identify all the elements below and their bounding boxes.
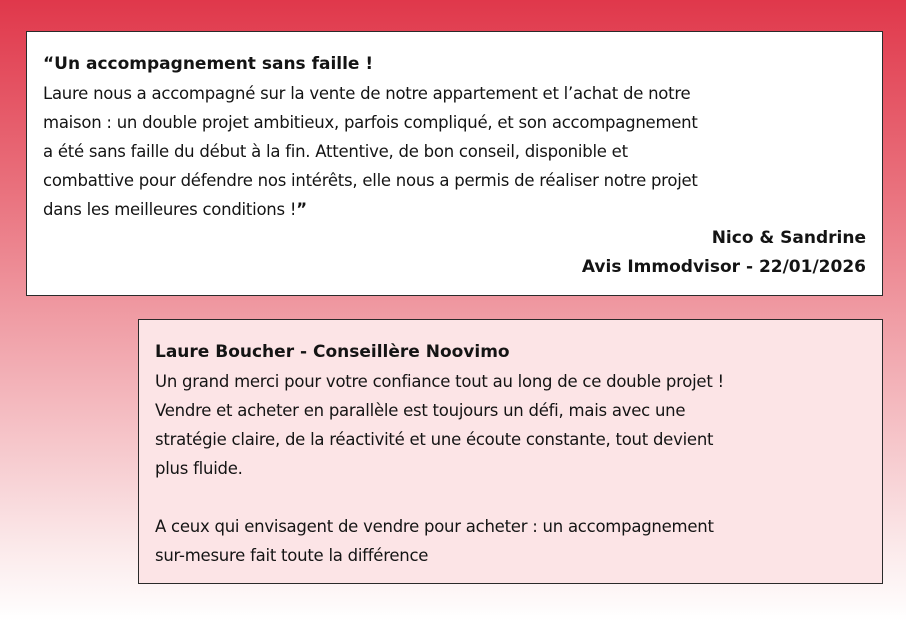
review-source: Avis Immodvisor - 22/01/2026 (581, 257, 866, 277)
reply-body-line: sur-mesure fait toute la différence (155, 546, 429, 565)
reply-body-line: A ceux qui envisagent de vendre pour acheter : un accompagnement (155, 517, 714, 536)
reply-body-line: Un grand merci pour votre confiance tout au long de ce double projet ! (155, 372, 724, 391)
review-body (43, 79, 866, 224)
review-body-line: a été sans faille du début à la fin. Attentive, de bon conseil, disponible et (43, 142, 628, 161)
review-body-line-text: dans les meilleures conditions ! (43, 200, 297, 219)
reply-body-line: plus fluide. (155, 459, 243, 478)
reply-body-line: stratégie claire, de la réactivité et une écoute constante, tout devient (155, 430, 714, 449)
review-card (26, 31, 883, 296)
closing-quote: ” (296, 200, 307, 219)
review-author: Nico & Sandrine (711, 228, 866, 248)
review-body-line: maison : un double projet ambitieux, parfois compliqué, et son accompagnement (43, 113, 698, 132)
review-body-line-last (43, 195, 866, 224)
reply-body-line: Vendre et acheter en parallèle est toujours un défi, mais avec une (155, 401, 686, 420)
review-title: “Un accompagnement sans faille ! (43, 54, 374, 74)
reply-card (138, 319, 883, 584)
reply-body (155, 367, 866, 570)
review-body-line: Laure nous a accompagné sur la vente de notre appartement et l’achat de notre (43, 84, 691, 103)
reply-title: Laure Boucher - Conseillère Noovimo (155, 342, 510, 362)
review-body-line: combattive pour défendre nos intérêts, elle nous a permis de réaliser notre projet (43, 171, 698, 190)
paragraph-gap (155, 483, 866, 512)
